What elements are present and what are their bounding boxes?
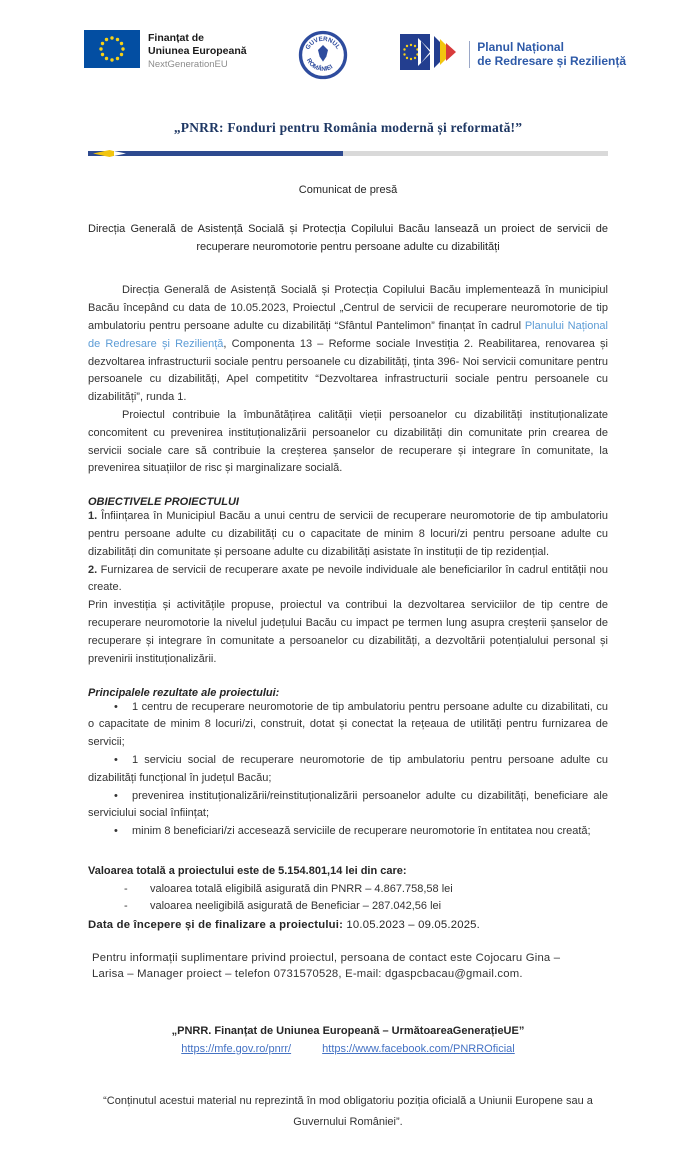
romanian-government-seal-icon [298,30,348,85]
paragraph-intro-after: , Componenta 13 – Reforme sociale Investiția 2. Reabilitarea, renovarea și dezvoltarea infrastructurii sociale pentru persoanele cu dizabilități, ținta 396- Noi servicii comunitare pentru persoanele cu dizabilități, Apel competititv “Dezvoltarea infrastructurii sociale pentru persoanele cu dizabilități”, runda 1. [88,337,608,404]
disclaimer [88,1091,608,1133]
result-bullet-3 [88,788,608,824]
value-item-2 [88,898,608,916]
pnrr-arrows-icon [400,30,462,79]
result-bullet-4 [88,823,608,841]
paragraph-intro [88,282,608,407]
gov-seal-top-text: GUVERNUL [304,35,342,51]
project-dates-label: Data de începere și de finalizare a proiectului: [88,918,344,931]
result-bullet-1 [88,699,608,752]
pnrr-logo-line1: Planul Național [477,40,564,55]
paragraph-intro-before: Direcția Generală de Asistență Socială și Protecția Copilului Bacău implementează în municipiul Bacău începând cu data de 10.05.2023, Proiectul „Centrul de servicii de recuperare neuromotorie de tip ambulatoriu pentru persoane adulte cu dizabilități “Sfântul Pantelimon” finanțat în cadrul [88,284,608,332]
project-dates-value: 10.05.2023 – 09.05.2025. [343,918,480,931]
objective-2-text: Furnizarea de servicii de recuperare axate pe nevoile individuale ale beneficiarilor în cadrul entității nou create. [88,563,608,594]
value-item-1-text: valoarea totală eligibilă asigurată din PNRR – 4.867.758,58 lei [150,882,453,895]
next-generation-eu-label: NextGenerationEU [148,59,228,71]
objective-2-number: 2. [88,563,98,576]
contact-line-2: Larisa – Manager proiect – telefon 0731570528, E-mail: dgaspcbacau@gmail.com. [92,968,523,981]
header-logo-row [84,30,626,90]
result-bullet-2 [88,752,608,788]
contact-paragraph [88,950,608,983]
eu-flag-icon [84,30,140,73]
bullet-marker: • [114,789,118,802]
facebook-pnrr-link[interactable]: https://www.facebook.com/PNRROficial [322,1042,515,1055]
results-heading: Principalele rezultate ale proiectului: [88,686,280,699]
mfe-gov-link[interactable]: https://mfe.gov.ro/pnrr/ [181,1042,292,1055]
total-value-line: Valoarea totală a proiectului este de 5.154.801,14 lei din care: [88,865,407,878]
disclaimer-line-2: Guvernului României”. [293,1115,403,1128]
value-item-2-text: valoarea neeligibilă asigurată de Beneficiar – 287.042,56 lei [150,900,442,913]
divider-bar [88,151,608,156]
bullet-marker: • [114,825,118,838]
footer-links [88,1043,608,1055]
dash-marker: - [124,900,128,913]
result-bullet-2-text: 1 serviciu social de recuperare neuromotorie de tip ambulatoriu pentru persoane adulte cu dizabilități funcțional în județul Bacău; [88,753,608,784]
project-dates-line [88,916,608,934]
contact-line-1: Pentru informații suplimentare privind proiectul, persoana de contact este Cojocaru Gina – [92,951,561,964]
divider-blue-segment [88,151,343,156]
result-bullet-3-text: prevenirea instituționalizării/reinstituționalizării persoanelor adulte cu dizabilități, beneficiare ale serviciului social înființat; [88,789,608,820]
objective-item-1 [88,508,608,561]
gov-seal-bottom-text: ROMÂNIEI [305,57,335,73]
result-bullet-1-text: 1 centru de recuperare neuromotorie de tip ambulatoriu pentru persoane adulte cu dizabilitati, cu o capacitate de minim 8 locuri/zi, construit, dotat și conectat la rețeaua de utilități pentru furnizarea de servicii; [88,700,608,749]
pnrr-logo [400,30,626,79]
bullet-marker: • [114,700,118,713]
divider-gray-segment [343,151,608,156]
pnrr-logo-text [469,41,626,68]
objectives-closing-paragraph: Prin investiția și activitățile propuse, proiectul va contribui la dezvoltarea serviciilor de tip centre de recuperare neuromotorie la nivelul județului Bacău cu impact pe termen lung asupra creșterii șanselor de recuperare și integrare în comunitate a persoanelor cu dizabilități, a dezvoltării potențialului personal și prevenirii instituționalizării. [88,599,608,665]
result-bullet-4-text: minim 8 beneficiari/zi accesează serviciile de recuperare neuromotorie în entitatea nou creată; [132,825,591,838]
press-release-label: Comunicat de presă [298,184,398,196]
objective-1-number: 1. [88,510,98,523]
objectives-heading: OBIECTIVELE PROIECTULUI [88,496,239,509]
eu-funding-line1: Finanțat de [148,32,205,44]
eu-funding-line2: Uniunea Europeană [148,45,247,58]
pnrr-logo-line2: de Redresare și Reziliență [477,53,626,68]
page-title: „PNRR: Fonduri pentru România modernă și reformată!” [173,120,523,135]
objective-item-2 [88,562,608,598]
footer-motto: „PNRR. Finanțat de Uniunea Europeană – UrmătoareaGenerațieUE” [171,1024,525,1037]
objective-1-text: Înființarea în Municipiul Bacău a unui centru de servicii de recuperare neuromotorie de tip ambulatoriu pentru persoane adulte cu dizabilități cu o capacitate de minim 8 locuri/zi pentru persoane adulte cu dizabilități din comunitate și persoane adulte cu dizabilități asistate în instituții de tip rezidențial. [88,510,608,558]
eu-funding-logo [84,30,247,73]
pnrr-inline-link[interactable]: Planului Național de Redresare și Reziliență [88,319,608,350]
bullet-marker: • [114,753,118,766]
dash-marker: - [124,882,128,895]
paragraph-contribution: Proiectul contribuie la îmbunătățirea calității vieții persoanelor cu dizabilități instituționalizate concomitent cu prevenirea instituționalizării persoanelor cu dizabilități din comunitate prin crearea de servicii sociale care să contribuie la creșterea șanselor de recuperare și integrare în comunitate, la prevenirea situațiilor de risc și marginalizare socială. [88,408,608,475]
eu-funding-text [148,30,247,71]
subtitle: Direcția Generală de Asistență Socială și Protecția Copilului Bacău lansează un proiect de servicii de recuperare neuromotorie pentru persoane adulte cu dizabilități [88,223,608,254]
value-item-1 [88,881,608,899]
disclaimer-line-1: “Conținutul acestui material nu reprezintă în mod obligatoriu poziția oficială a Uniunii Europene sau a [103,1094,593,1107]
